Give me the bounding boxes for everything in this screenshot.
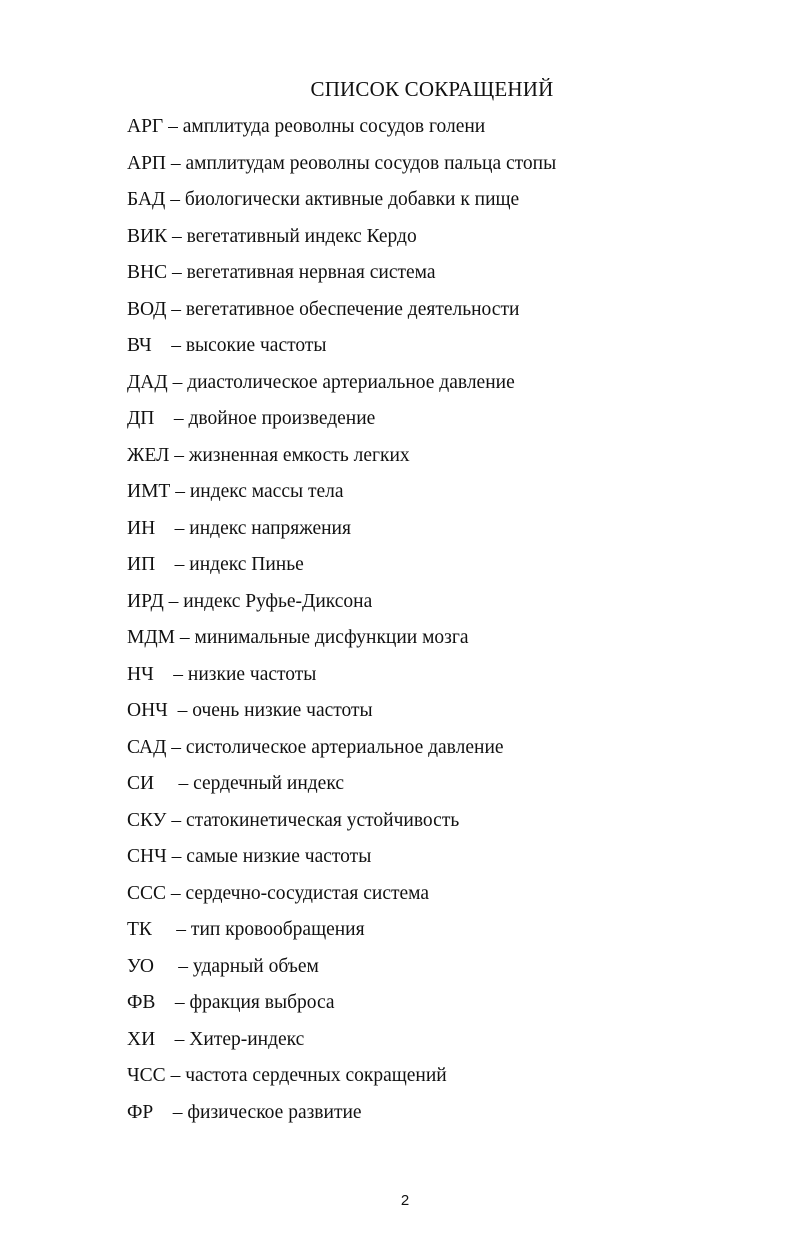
abbreviation: УО [127,955,154,977]
definition: сердечный индекс [193,773,344,794]
list-item [127,1062,556,1099]
abbreviation: ИП [127,554,156,575]
abbreviation: СКУ [127,809,167,831]
separator: – [166,152,186,174]
definition: амплитуда реоволны сосудов голени [182,116,486,137]
definition: минимальные дисфункции мозга [194,627,469,648]
definition: Хитер-индекс [189,1028,305,1050]
definition: частота сердечных сокращений [185,1065,447,1086]
abbreviation: ИН [127,517,156,539]
abbreviation: ВОД [127,298,167,320]
separator: – [167,262,187,283]
abbreviation: ЧСС [127,1065,166,1086]
abbreviation: ДАД [127,371,168,393]
list-item [127,223,556,260]
list-item [127,478,556,515]
definition: ударный объем [192,955,319,977]
list-item [127,843,556,880]
separator: – [151,919,191,940]
abbreviation: ВИК [127,225,168,247]
separator: – [165,189,185,210]
separator: – [174,627,195,648]
list-item [127,551,556,588]
definition: индекс Руфье-Диксона [183,590,373,612]
abbreviation: ИРД [127,590,164,612]
separator: – [153,955,193,977]
list-item [127,1099,556,1136]
list-item [127,150,556,187]
page-number: 2 [400,1192,410,1209]
abbreviation: ОНЧ [127,700,168,721]
list-item [127,442,556,479]
list-item [127,588,556,625]
list-item [127,186,556,223]
definition: физическое развитие [187,1101,362,1123]
separator: – [155,554,190,575]
definition: вегетативное обеспечение деятельности [185,298,520,320]
definition: высокие частоты [185,335,327,356]
separator: – [155,992,190,1013]
abbreviation: ТК [127,919,152,940]
abbreviation: НЧ [127,663,154,685]
abbreviation: ССС [127,882,167,904]
definition: диастолическое артериальное давление [187,371,515,393]
abbreviation: ФР [127,1101,154,1123]
definition: систолическое артериальное давление [185,736,504,758]
definition: индекс напряжения [189,517,351,539]
definition: самые низкие частоты [186,846,372,867]
list-item [127,1026,556,1063]
definition: статокинетическая устойчивость [185,809,460,831]
abbreviation: ВНС [127,262,168,283]
separator: – [155,517,190,539]
definition: вегетативная нервная система [186,262,436,283]
definition: индекс массы тела [189,481,344,502]
separator: – [153,1101,188,1123]
separator: – [153,663,188,685]
separator: – [167,700,193,721]
abbreviation: АРП [127,152,167,174]
list-item [127,296,556,333]
definition: жизненная емкость легких [188,444,410,466]
abbreviation: САД [127,736,167,758]
definition: сердечно-сосудистая система [185,882,430,904]
definition: фракция выброса [189,992,335,1013]
abbreviation: ФВ [127,992,156,1013]
list-item [127,405,556,442]
list-item [127,697,556,734]
abbreviation: МДМ [127,627,175,648]
list-item [127,515,556,552]
separator: – [167,225,187,247]
definition: тип кровообращения [190,919,365,940]
definition: амплитудам реоволны сосудов пальца стопы [185,152,557,174]
separator: – [155,1028,190,1050]
separator: – [170,481,190,502]
list-item [127,624,556,661]
list-item [127,661,556,698]
abbreviation: ХИ [127,1028,156,1050]
list-item [127,807,556,844]
separator: – [169,444,189,466]
list-item [127,734,556,771]
list-item [127,259,556,296]
separator: – [167,371,188,393]
abbreviation: ЖЕЛ [127,444,170,466]
separator: – [154,773,194,794]
abbreviation: ДП [127,408,155,429]
abbreviation: ВЧ [127,335,152,356]
list-item [127,113,556,150]
separator: – [163,116,183,137]
definition: очень низкие частоты [192,700,373,721]
list-item [127,332,556,369]
abbreviation: АРГ [127,116,164,137]
separator: – [166,298,186,320]
separator: – [154,408,189,429]
separator: – [166,846,187,867]
definition: индекс Пинье [189,554,304,575]
separator: – [163,590,184,612]
separator: – [166,882,186,904]
definition: низкие частоты [187,663,317,685]
definition: вегетативный индекс Кердо [186,225,417,247]
list-item [127,880,556,917]
separator: – [166,809,186,831]
abbreviation: БАД [127,189,166,210]
list-item [127,369,556,406]
separator: – [165,1065,186,1086]
list-item [127,916,556,953]
definition: биологически активные добавки к пище [184,189,520,210]
page-title: СПИСОК СОКРАЩЕНИЙ [310,77,554,101]
list-item [127,953,556,990]
list-item [127,989,556,1026]
separator: – [166,736,186,758]
list-item [127,770,556,807]
abbreviation: СНЧ [127,846,167,867]
separator: – [151,335,186,356]
definition: двойное произведение [188,408,376,429]
abbreviation-list [127,113,556,1135]
abbreviation: СИ [127,773,155,794]
abbreviation: ИМТ [127,481,171,502]
